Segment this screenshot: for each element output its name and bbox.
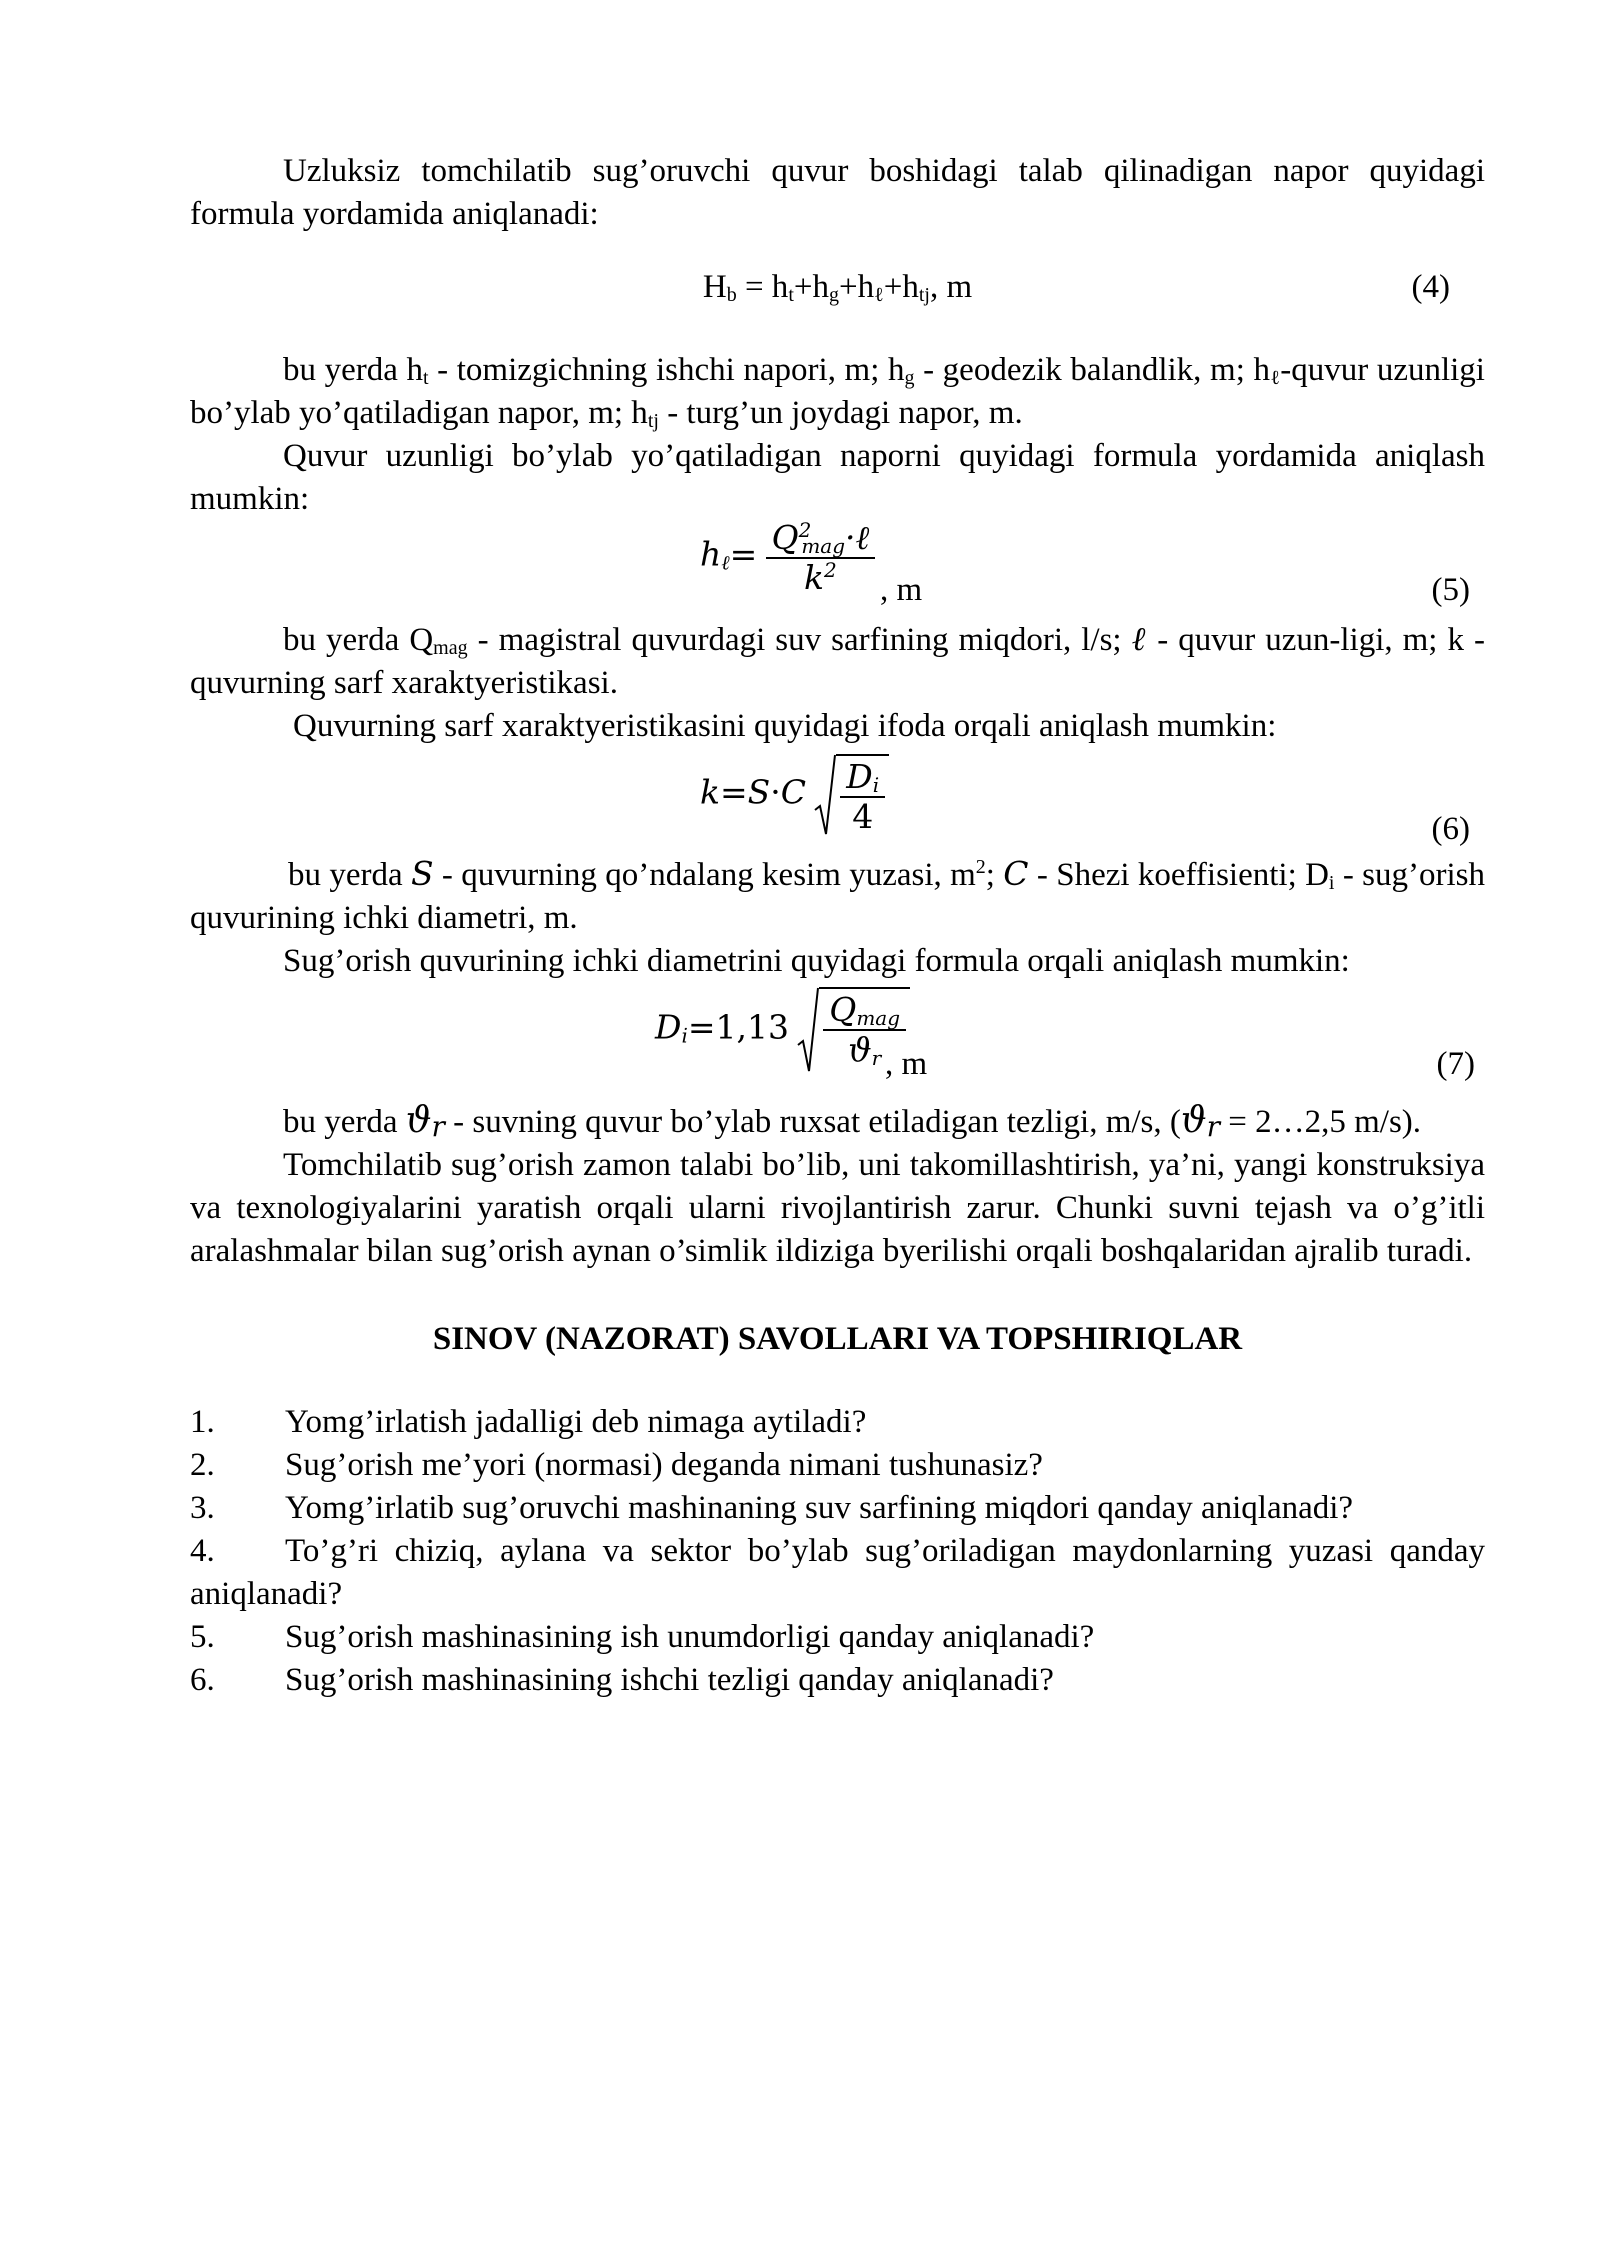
radical-sign-icon	[814, 754, 836, 838]
radical-sign-icon	[797, 987, 819, 1075]
equation-7-body: $D_i=1,13$ $\frac{Q_{mag}}{ϑ_r}$	[655, 987, 910, 1075]
equation-5-fraction: $\frac{Q^2_{mag}\cdot\ell}{k^2}$	[766, 521, 876, 595]
equation-6-sqrt: $\frac{D_i}{4}$	[814, 754, 889, 838]
questions-list	[190, 1401, 1485, 1702]
section-heading: SINOV (NAZORAT) SAVOLLARI VA TOPSHIRIQLAR	[432, 1321, 1243, 1357]
equation-7-intro: Sug’orish quvurining ichki diametrini quyidagi formula orqali aniqlash mumkin:	[283, 943, 1350, 979]
equation-5-explanation: bu yerda $Q_{mag}$ - magistral quvurdagi suv sarfining miqdori, l/s; ℓ - quvur uzun-ligi, m; k - quvurning sarf xaraktyeristikasi.	[190, 619, 1486, 701]
equation-7	[190, 983, 1485, 1099]
list-item: 6. Sug’orish mashinasining ishchi tezligi qanday aniqlanadi?	[190, 1662, 1054, 1698]
equation-7-sqrt: $\frac{Q_{mag}}{ϑ_r}$	[797, 987, 910, 1075]
equation-5-unit: , m	[880, 572, 923, 608]
list-item: 3. Yomg’irlatib sug’oruvchi mashinaning suv sarfining miqdori qanday aniqlanadi?	[190, 1490, 1354, 1526]
equation-5-number: (5)	[1431, 572, 1470, 608]
equation-4-number: (4)	[1411, 269, 1450, 305]
equation-7-explanation: bu yerda ϑr - suvning quvur bo’ylab ruxsat etiladigan tezligi, m/s, (ϑr = 2…2,5 m/s).	[283, 1100, 1422, 1143]
equation-4-explanation: bu yerda $h_t$ - tomizgichning ishchi napori, m; $h_g$ - geodezik balandlik, m; $h_\ell$-quvur uzunligi bo’ylab yo’qatiladigan napor, m; $h_{tj}$ - turg’un joydagi napor, m.	[190, 352, 1485, 432]
closing-paragraph: Tomchilatib sug’orish zamon talabi bo’lib, uni takomillashtirish, ya’ni, yangi konstruksiya va texnologiyalarini yaratish orqali ularni rivojlantirish zarur. Chunki suvni tejash va o’g’itli aralashmalar bilan sug’orish aynan o’simlik ildiziga byerilishi orqali boshqalaridan ajralib turadi.	[190, 1147, 1485, 1269]
equation-6-intro: Quvurning sarf xaraktyeristikasini quyidagi ifoda orqali aniqlash mumkin:	[293, 708, 1277, 744]
equation-4	[190, 266, 1485, 309]
equation-6-number: (6)	[1431, 811, 1470, 847]
equation-5	[190, 518, 1485, 617]
equation-6	[190, 748, 1485, 852]
list-item: 1. Yomg’irlatish jadalligi deb nimaga aytiladi?	[190, 1404, 867, 1440]
equation-6-body: k=S·C $\frac{D_i}{4}$	[700, 754, 889, 838]
list-item: 5. Sug’orish mashinasining ish unumdorligi qanday aniqlanadi?	[190, 1619, 1095, 1655]
equation-6-explanation: bu yerda S - quvurning qo’ndalang kesim yuzasi, $m^2$; C - Shezi koeffisienti; $D_i$ - sug’orish quvurining ichki diametri, m.	[190, 854, 1485, 936]
document-page	[190, 150, 1485, 1702]
equation-7-number: (7)	[1436, 1046, 1475, 1082]
intro-paragraph: Uzluksiz tomchilatib sug’oruvchi quvur boshidagi talab qilinadigan napor quyidagi formula yordamida aniqlanadi:	[190, 153, 1485, 232]
equation-7-unit: , m	[885, 1046, 928, 1082]
list-item: 2. Sug’orish me’yori (normasi) deganda nimani tushunasiz?	[190, 1447, 1043, 1483]
equation-5-intro: Quvur uzunligi bo’ylab yo’qatiladigan naporni quyidagi formula yordamida aniqlash mumkin:	[190, 438, 1485, 517]
equation-5-body: $h_\ell=$ $\frac{Q^2_{mag}\cdot\ell}{k^2}$	[700, 521, 875, 595]
list-item: 4. To’g’ri chiziq, aylana va sektor bo’ylab sug’oriladigan maydonlarning yuzasi qanday aniqlanadi?	[190, 1533, 1485, 1612]
equation-4-body: $H_b = h_t+h_g+h_\ell+h_{tj}$, m	[702, 269, 973, 306]
